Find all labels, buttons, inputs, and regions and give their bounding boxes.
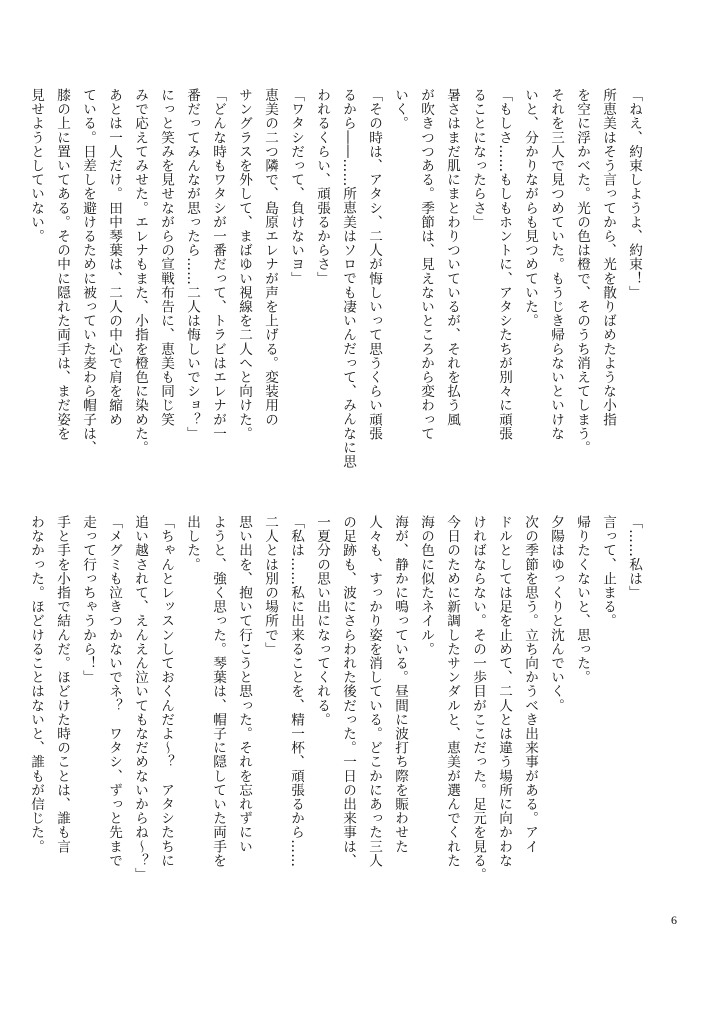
text-column: 二人とは別の場所で」 — [262, 515, 278, 656]
text-column: 暑さはまだ肌にまとわりついているが、それを払う風 — [444, 88, 460, 427]
text-column: 「……私は」 — [626, 515, 642, 600]
text-column: 「メグミも泣きつかないでネ？ ワタシ、ずっと先まで — [106, 515, 122, 868]
text-column: 次の季節を思う。立ち向かうべき出来事がある。アイ — [522, 515, 538, 854]
text-column: われるくらい、頑張るからさ」 — [314, 88, 330, 286]
page-number: 6 — [671, 913, 677, 927]
text-column: 「その時は、アタシ、二人が悔しいって思うくらい頑張 — [366, 88, 382, 441]
text-column: 所恵美はそう言ってから、光を散りばめたような小指 — [600, 88, 616, 427]
text-column: 出した。 — [184, 515, 200, 572]
text-column: ることになったらさ」 — [470, 88, 486, 229]
text-column: 言って、止まる。 — [600, 515, 616, 628]
text-column: わなかった。ほどけることはないと、誰もが信じた。 — [28, 515, 44, 854]
text-column: 「ねえ、約束しようよ、約束！」 — [626, 88, 642, 300]
text-column: 今日のために新調したサンダルと、恵美が選んでくれた — [444, 515, 460, 868]
text-column: サングラスを外して、まばゆい視線を二人へと向けた。 — [236, 88, 252, 441]
text-column: ければならない。その一歩目がここだった。足元を見る。 — [470, 515, 486, 882]
text-column: みで応えてみせた。エレナもまた、小指を橙色に染めた。 — [132, 88, 148, 455]
text-column: 一夏分の思い出になってくれる。 — [314, 515, 330, 727]
upper-text-block — [23, 88, 647, 508]
text-column: 追い越されて、えんえん泣いてもなだめないからね～？」 — [132, 515, 148, 882]
text-column: 夕陽はゆっくりと沈んでいく。 — [548, 515, 564, 713]
text-column: にっと笑みを見せながらの宣戦布告に、恵美も同じ笑 — [158, 88, 174, 427]
text-column: 恵美の二つ隣で、島原エレナが声を上げる。変装用の — [262, 88, 278, 427]
text-column: あとは一人だけ。田中琴葉は、二人の中心で肩を縮め — [106, 88, 122, 427]
text-column: ようと、強く思った。琴葉は、帽子に隠していた両手を — [210, 515, 226, 868]
text-column: 海の色に似たネイル。 — [418, 515, 434, 656]
text-column: 帰りたくないと、思った。 — [574, 515, 590, 685]
text-column: るから――……所恵美はソロでも凄いんだって、みんなに思 — [340, 88, 356, 469]
text-column: 「どんな時もワタシが一番だって、トラビはエレナが一 — [210, 88, 226, 441]
text-column: 「ワタシだって、負けないヨ」 — [288, 88, 304, 286]
text-column: 見せようとしていない。 — [28, 88, 44, 244]
text-column: 走って行っちゃうから！」 — [80, 515, 96, 685]
lower-text-block — [23, 515, 647, 935]
text-column: 「もしさ……もしもホントに、アタシたちが別々に頑張 — [496, 88, 512, 441]
text-column: それを三人で見つめていた。もうじき帰らないといけな — [548, 88, 564, 441]
text-column: 人々も、すっかり姿を消している。どこかにあった三人 — [366, 515, 382, 868]
text-column: 「ちゃんとレッスンしておくんだよ～？ アタシたちに — [158, 515, 174, 868]
text-column: 膝の上に置いてある。その中に隠れた両手は、まだ姿を — [54, 88, 70, 441]
text-column: 「私は……私に出来ることを、精一杯、頑張るから…… — [288, 515, 304, 868]
text-column: ドルとしては足を止めて、二人とは違う場所に向かわな — [496, 515, 512, 868]
text-column: の足跡も、波にさらわれた後だった。一日の出来事は、 — [340, 515, 356, 868]
text-column: ている。日差しを避けるために被っていた麦わら帽子は、 — [80, 88, 96, 455]
text-column: 手と手を小指で結んだ。ほどけた時のことは、誰も言 — [54, 515, 70, 854]
text-column: 思い出を、抱いて行こうと思った。それを忘れずにい — [236, 515, 252, 854]
text-column: 番だってみんなが思ったら……二人は悔しいでショ？」 — [184, 88, 200, 441]
text-column: 海が、静かに鳴っている。昼間に波打ち際を賑わせた — [392, 515, 408, 854]
text-column: が吹きつつある。季節は、見えないところから変わって — [418, 88, 434, 441]
text-column: いく。 — [392, 88, 408, 131]
text-column: いと、分かりながらも見つめていた。 — [522, 88, 538, 328]
text-column: を空に浮かべた。光の色は橙で、そのうち消えてしまう。 — [574, 88, 590, 455]
